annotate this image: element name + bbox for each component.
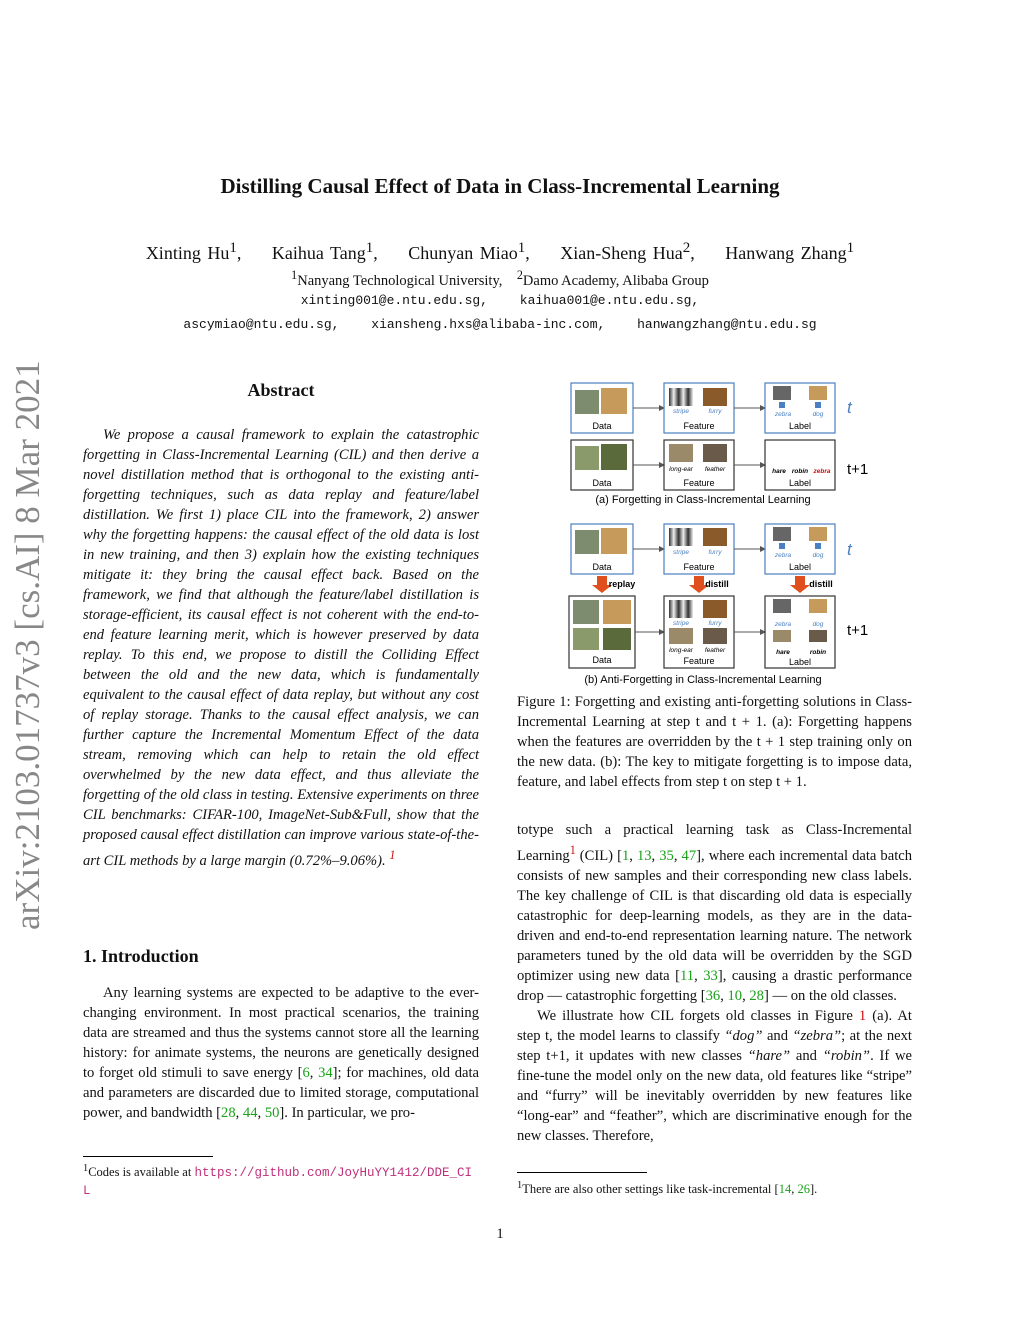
figure-1 — [517, 378, 917, 688]
box-label: Feature — [683, 478, 715, 488]
feature-word: stripe — [673, 549, 689, 556]
class-word: hare — [772, 468, 786, 475]
emails-line-1 — [0, 293, 1000, 308]
box-label: Data — [592, 478, 612, 488]
citation[interactable]: 35 — [659, 847, 674, 864]
feature-word: stripe — [673, 408, 689, 415]
data-thumbnail — [575, 530, 599, 554]
emails-line-2 — [0, 317, 1000, 332]
box-label: Label — [788, 657, 812, 667]
intro-paragraph: Any learning systems are expected to be adaptive to the ever-changing environment. In most practical scenarios, the training data are streamed and thus the systems cannot store all the learning history: for animate systems, the neurons are genetically designed to forget old stimuli to save energy [6, 34]; for machines, old data and parameters are discarded due to limited storage, computational power, and bandwidth [28, 44, 50]. In particular, we pro- — [83, 985, 479, 1121]
subcaption-a: (a) Forgetting in Class-Incremental Learning — [595, 494, 811, 506]
class-word: zebra — [774, 411, 792, 418]
stripe-patch — [669, 388, 693, 406]
prob-bar — [815, 402, 821, 408]
author-4: Xian-Sheng Hua$^2$, — [560, 240, 695, 263]
prob-bar — [815, 543, 821, 549]
data-thumbnail — [575, 446, 599, 470]
box-label: Data — [592, 562, 612, 572]
class-word: dog — [812, 411, 824, 418]
email: kaihua001@e.ntu.edu.sg, — [519, 293, 700, 308]
citation[interactable]: 13 — [636, 847, 652, 864]
panel-b — [569, 524, 868, 686]
class-word: robin — [791, 468, 809, 475]
box-label: Feature — [683, 656, 715, 666]
abstract-body: We propose a causal framework to explain the catastrophic forgetting in Class-Incremental Learning (CIL) and then derive a novel distillation method that is orthogonal to the existing anti-forgetting techniques, such as data replay and feature/label distillation. We first 1) place CIL into the framework, 2) answer why the forgetting happens: the causal effect of the old data is lost in new training, and then 3) explain how the existing techniques mitigate it: they bring the causal effect back. Based on the framework, we find that although the feature/label distillation is storage-efficient, its causal effect is not coherent with the end-to-end feature learning merit, which is however preserved by data replay. To this end, we propose to distill the Colliding Effect between the old and the new data, which is fundamentally equivalent to the causal effect of data replay, but without any cost of replay storage. Thanks to the causal effect analysis, we can further capture the Incremental Momentum Effect of the data stream, removing which can help to retain the old effect overwhelmed by the new data effect, and thus alleviate the forgetting of the old class in testing. Extensive experiments on three CIL benchmarks: CIFAR-100, ImageNet-Sub&Full, show that the proposed causal effect distillation can improve various state-of-the-art CIL methods by a large margin (0.72%–9.06%). $^1$ — [83, 427, 479, 869]
feather-patch — [703, 444, 727, 462]
citation[interactable]: 34 — [318, 1065, 333, 1081]
email: xiansheng.hxs@alibaba-inc.com, — [371, 317, 606, 332]
footnote-ref[interactable]: 1 — [569, 843, 576, 857]
feature-word: feather — [704, 647, 726, 654]
label-thumbnail — [809, 386, 827, 400]
intro-heading: 1. Introduction — [83, 946, 199, 966]
footnote-ref[interactable]: 1 — [389, 848, 396, 862]
paragraph: We illustrate how CIL forgets old classes in Figure 1 (a). At step t, the model learns to classify “dog” and “zebra”; at the next step t+1, it updates with new classes “hare” and “robin”. If we fine-tune the model only on the new data, old features like “stripe” and “furry” will be inevitably overridden by new features like “long-ear” and “feather”, which are discriminative enough for the new classes. Therefore, — [517, 1007, 912, 1144]
class-word: dog — [812, 621, 824, 628]
box-label: Feature — [683, 421, 715, 431]
footnote-settings: $^1$There are also other settings like task-incremental [14, 26]. — [517, 1180, 818, 1197]
citation[interactable]: 44 — [242, 1105, 258, 1121]
feature-word: furry — [708, 549, 722, 556]
page-number: 1 — [496, 1226, 504, 1242]
paragraph: totype such a practical learning task as Class-Incremental Learning$^1$ (CIL) [1, 13, 35, 47], where each incremental data batch consists of new samples and their corresponding new class labels. The key challenge of CIL is that discarding old data is especially catastrophic for deep-learning models, as they are in the data-driven and end-to-end representation learning nature. The network parameters tuned by the old data will be overridden by the SGD optimizer using new data [11, 33], causing a drastic performance drop — catastrophic forgetting [36, 10, 28] — on the old classes. — [517, 822, 913, 1004]
citation[interactable]: 33 — [703, 967, 718, 984]
class-word: zebra — [774, 552, 792, 559]
stripe-patch — [669, 600, 693, 618]
author-2: Kaihua Tang$^1$, — [271, 240, 378, 263]
author-list — [0, 240, 1000, 264]
citation[interactable]: 11 — [680, 967, 695, 984]
feature-word: stripe — [673, 620, 689, 627]
feature-word: long-ear — [669, 466, 693, 473]
data-thumbnail — [573, 628, 599, 650]
data-thumbnail — [573, 600, 599, 624]
data-thumbnail — [603, 628, 631, 650]
class-word: robin — [809, 649, 827, 656]
furry-patch — [703, 388, 727, 406]
citation[interactable]: 14 — [778, 1182, 792, 1197]
long-ear-patch — [669, 628, 693, 644]
data-thumbnail — [601, 388, 627, 414]
feature-word: furry — [708, 620, 722, 627]
class-word: dog — [812, 552, 824, 559]
arxiv-watermark: arXiv:2103.01737v3 [cs.AI] 8 Mar 2021 — [8, 360, 47, 930]
box-label: Label — [788, 421, 812, 431]
prob-bar — [779, 543, 785, 549]
footnote-rule — [83, 1156, 213, 1157]
distill-arrow — [790, 576, 810, 593]
data-thumbnail — [601, 444, 627, 470]
distill-label: distill — [705, 579, 729, 589]
figure-caption: Figure 1: Forgetting and existing anti-forgetting solutions in Class-Incremental Learning at step t and t + 1. (a): Forgetting happens when the features are overridden by the t + 1 step training only on the new data. (b): The key to mitigate forgetting is to impose data, feature, and label effects from step t on step t + 1. — [517, 694, 912, 790]
subcaption-b: (b) Anti-Forgetting in Class-Incremental Learning — [584, 674, 822, 686]
panel-a — [571, 383, 868, 506]
feature-word: feather — [704, 466, 726, 473]
step-t-label: t — [847, 398, 852, 417]
class-word: zebra — [774, 621, 792, 628]
box-label: Data — [592, 421, 612, 431]
label-thumbnail — [809, 599, 827, 613]
citation[interactable]: 47 — [681, 847, 697, 864]
furry-patch — [703, 600, 727, 618]
data-thumbnail — [601, 528, 627, 554]
label-thumbnail — [809, 630, 827, 642]
right-column-text — [517, 820, 912, 1146]
long-ear-patch — [669, 444, 693, 462]
prob-bar — [779, 402, 785, 408]
citation[interactable]: 1 — [621, 847, 630, 864]
distill-label: distill — [809, 579, 833, 589]
paper-title: Distilling Causal Effect of Data in Class-Incremental Learning — [220, 174, 780, 198]
box-label: Label — [788, 562, 812, 572]
author-1: Xinting Hu$^1$, — [145, 240, 242, 263]
label-thumbnail — [773, 630, 791, 642]
footnote-code: $^1$Codes is available at https://github.com/JoyHuYY1412/DDE_CIL — [83, 1163, 472, 1199]
code-url-link[interactable]: https://github.com/JoyHuYY1412/DDE_CIL — [83, 1166, 472, 1199]
citation[interactable]: 36 — [705, 987, 721, 1004]
citation[interactable]: 50 — [264, 1105, 280, 1121]
citation[interactable]: 28 — [749, 987, 764, 1004]
abstract-heading: Abstract — [247, 380, 315, 400]
figure-ref[interactable]: 1 — [858, 1007, 867, 1024]
box-label: Label — [788, 478, 812, 488]
stripe-patch — [669, 528, 693, 546]
feather-patch — [703, 628, 727, 644]
citation[interactable]: 6 — [302, 1065, 310, 1081]
label-thumbnail — [809, 527, 827, 541]
step-t1-label: t+1 — [847, 622, 869, 639]
email: xinting001@e.ntu.edu.sg, — [300, 293, 488, 308]
box-label: Feature — [683, 562, 715, 572]
class-word: hare — [776, 649, 790, 656]
author-3: Chunyan Miao$^1$, — [408, 240, 530, 263]
author-5: Hanwang Zhang$^1$ — [725, 240, 855, 263]
citation[interactable]: 10 — [727, 987, 743, 1004]
label-thumbnail — [773, 599, 791, 613]
furry-patch — [703, 528, 727, 546]
class-word: zebra — [813, 468, 831, 475]
box-label: Data — [592, 655, 612, 665]
email: ascymiao@ntu.edu.sg, — [183, 317, 340, 332]
affiliations: $^1$Nanyang Technological University, $^2$Damo Academy, Alibaba Group — [291, 268, 709, 289]
replay-label: replay — [608, 579, 636, 589]
feature-word: furry — [708, 408, 722, 415]
citation[interactable]: 28 — [221, 1105, 236, 1121]
citation[interactable]: 26 — [797, 1182, 810, 1197]
step-t1-label: t+1 — [847, 461, 869, 478]
label-thumbnail — [773, 386, 791, 400]
data-thumbnail — [575, 390, 599, 414]
email: hanwangzhang@ntu.edu.sg — [637, 317, 817, 332]
data-thumbnail — [603, 600, 631, 624]
label-thumbnail — [773, 527, 791, 541]
step-t-label: t — [847, 540, 852, 559]
footnote-rule — [517, 1172, 647, 1173]
feature-word: long-ear — [669, 647, 693, 654]
